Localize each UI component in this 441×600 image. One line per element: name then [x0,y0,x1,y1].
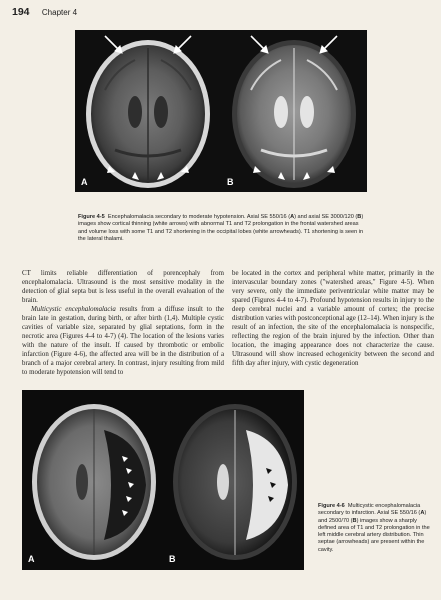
paragraph-2-text: results from a diffuse insult to the brain late in gestation, during birth, or after birth (1,4). Multiple cystic cavities of variable size, separated by glial septations, form in the necrotic area (Figures 4-4 to 4-7) (4). The location of the lesions varies with the nature of the insult. If caused by thrombotic or embolic infarction (Figure 4-6), the affected area will be in the distribution of a branch of a major cerebral artery. In contrast, injury resulting from mild to moderate hypotension will tend to [22,306,224,376]
figure-4-6-panel-a-letter: A [28,554,35,564]
figure-4-6-caption-ref-a: A [420,510,425,517]
figure-4-6-caption-label: Figure 4-6 [318,503,345,509]
figure-4-6-caption-text-2: ) and 2500/70 ( [318,510,427,524]
figure-4-6-caption [318,503,430,554]
figure-4-6 [22,390,304,570]
page-number: 194 [12,6,30,18]
paragraph-2 [22,305,224,377]
running-header [12,6,432,22]
italic-term: Multicystic encephalomalacia [31,306,116,313]
figure-4-5-caption-text-3: ) images show cortical thinning (white arrows) with abnormal T1 and T2 prolongation in the frontal watershed areas and volume loss with some T1 and T2 shortening in the occipital lobes (white arrowheads). T1 shortening is seen in the lateral thalami. [78,214,364,242]
paragraph-3: be located in the cortex and peripheral white matter, primarily in the intervascular boundary zones ("watershed areas," Figure 4-5). When very severe, only the immediate periventricular white matter may be spared (Figures 4-4 to 4-7). Profound hypotension results in injury to the deep cerebral nuclei and a variable amount of cortex; the precise distribution varies with postconceptional age (12–14). When injury is the result of an infection, the site of the encephalomalacia is nonspecific, reflecting the region of the brain injured by the infection. Other than location, the imaging appearance does not characterize the cause. Ultrasound will show increased echogenicity between the second and fifth day after injury, with cystic degeneration [232,270,434,367]
paragraph-1: CT limits reliable differentiation of porencephaly from encephalomalacia. Ultrasound is the most sensitive modality in the detection of glial septa but is less useful in the overall evaluation of the brain. [22,270,224,304]
figure-4-5-panel-a [86,40,210,188]
figure-4-5-caption-text-1: Encephalomalacia secondary to moderate hypotension. Axial SE 550/16 ( [107,214,291,220]
figure-4-5-caption-label: Figure 4-5 [78,214,105,220]
figure-4-5-caption-ref-b: B [357,214,362,220]
figure-4-6-images [22,390,304,570]
figure-4-5-caption-text-2: ) and axial SE 3000/120 ( [294,214,358,220]
figure-4-5-caption [78,214,366,243]
figure-4-6-caption-ref-b: B [352,517,357,524]
figure-4-6-caption-text-3: ) images show a sharply defined area of T1 and T2 prolongation in the left middle cerebral artery distribution. Thin septae (arrowheads) are present within the cavity. [318,517,430,553]
figure-4-5-panel-b [232,40,356,188]
figure-4-6-panel-b [173,404,297,560]
body-column-right [232,269,434,368]
figure-4-6-panel-a [32,404,156,560]
body-column-left [22,269,224,377]
figure-4-5-panel-a-letter: A [81,177,88,187]
chapter-label: Chapter 4 [41,8,78,17]
figure-4-5-caption-ref-a: A [290,214,295,220]
figure-4-5 [75,30,367,192]
figure-4-5-images [75,30,367,192]
figure-4-6-caption-text-1: Multicystic encephalomalacia secondary to infarction. Axial SE 550/16 ( [318,503,421,517]
figure-4-5-panel-b-letter: B [227,177,234,187]
figure-4-6-panel-b-letter: B [169,554,176,564]
